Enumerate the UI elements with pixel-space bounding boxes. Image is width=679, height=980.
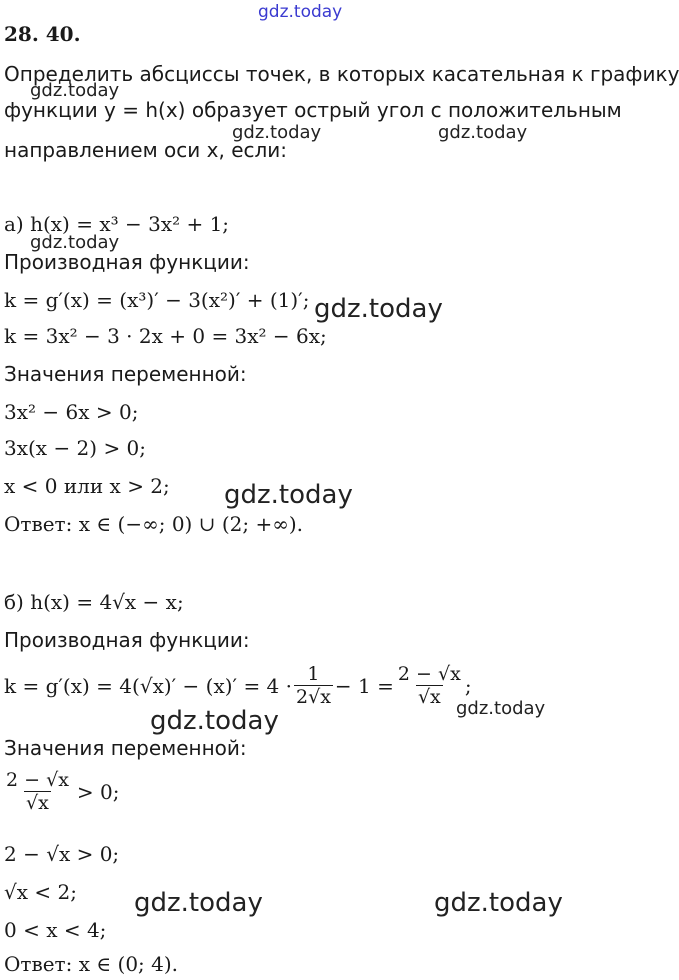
- watermark: gdz.today: [224, 480, 353, 510]
- part-b-derivative-equation: [4, 664, 472, 707]
- part-b-derivative-prefix: k = g′(x) = 4(√x)′ − (x)′ = 4 ·: [4, 673, 292, 698]
- part-b-fraction-3-numerator: 2 − √x: [6, 769, 69, 791]
- part-b-fraction-1-numerator: 1: [307, 663, 320, 685]
- part-b-inequality-1-rest: > 0;: [76, 779, 120, 804]
- intro-line-1: Определить абсциссы точек, в которых касательная к графику: [4, 62, 679, 86]
- part-b-fraction-1-denominator: 2√x: [296, 686, 331, 708]
- watermark: gdz.today: [150, 706, 279, 736]
- part-a-inequality-2: 3x(x − 2) > 0;: [4, 436, 147, 460]
- part-b-inequality-2: 2 − √x > 0;: [4, 842, 120, 866]
- watermark: gdz.today: [30, 80, 120, 101]
- problem-number: 28. 40.: [4, 22, 81, 46]
- part-b-derivative-end: ;: [464, 673, 472, 698]
- part-b-answer: Ответ: x ∈ (0; 4).: [4, 952, 179, 976]
- part-b-fraction-3: [4, 770, 71, 813]
- part-b-fraction-2: [396, 664, 463, 707]
- part-a-derivative-line-1: k = g′(x) = (x³)′ − 3(x²)′ + (1)′;: [4, 288, 310, 312]
- watermark-top: gdz.today: [258, 2, 343, 22]
- part-b-statement: б) h(x) = 4√x − x;: [4, 590, 184, 614]
- part-b-fraction-2-numerator: 2 − √x: [397, 663, 461, 685]
- part-b-fraction-2-denominator: √x: [417, 686, 441, 708]
- part-b-inequality-1: [4, 770, 120, 813]
- part-a-answer: Ответ: x ∈ (−∞; 0) ∪ (2; +∞).: [4, 512, 304, 536]
- watermark: gdz.today: [314, 294, 443, 324]
- part-b-inequality-3: √x < 2;: [4, 880, 77, 904]
- watermark: gdz.today: [438, 122, 528, 143]
- part-b-inequality-4: 0 < x < 4;: [4, 918, 107, 942]
- watermark: gdz.today: [134, 888, 263, 918]
- part-a-statement: а) h(x) = x³ − 3x² + 1;: [4, 212, 230, 236]
- part-a-inequality-3: x < 0 или x > 2;: [4, 474, 170, 498]
- watermark: gdz.today: [30, 232, 120, 253]
- watermark: gdz.today: [434, 888, 563, 918]
- watermark: gdz.today: [232, 122, 322, 143]
- part-a-values-label: Значения переменной:: [4, 362, 247, 386]
- part-a-inequality-1: 3x² − 6x > 0;: [4, 400, 139, 424]
- part-b-derivative-label: Производная функции:: [4, 628, 250, 652]
- watermark: gdz.today: [456, 698, 546, 719]
- intro-line-3: направлением оси x, если:: [4, 138, 288, 162]
- part-b-fraction-3-denominator: √x: [26, 792, 49, 814]
- part-b-values-label: Значения переменной:: [4, 736, 247, 760]
- part-b-fraction-1: [294, 664, 333, 707]
- intro-line-2: функции y = h(x) образует острый угол с положительным: [4, 98, 622, 122]
- part-a-derivative-label: Производная функции:: [4, 250, 250, 274]
- part-a-derivative-line-2: k = 3x² − 3 · 2x + 0 = 3x² − 6x;: [4, 324, 327, 348]
- part-b-derivative-mid: − 1 =: [334, 673, 394, 698]
